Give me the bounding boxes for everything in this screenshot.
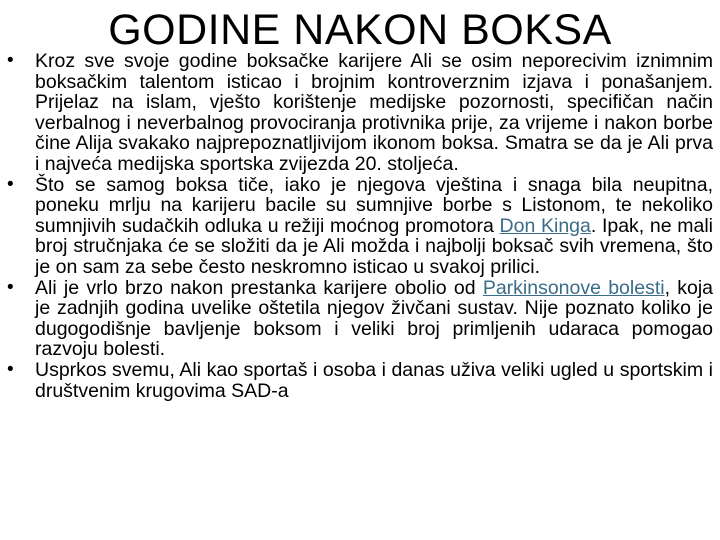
bullet-text: . Ipak, ne mali broj stručnjaka će se složiti da je Ali možda i najbolji boksač svih vremena, što je on sam za sebe često neskromno isticao u svakoj prilici. [35,214,713,278]
bullet-dot-icon: • [7,276,14,298]
bullet-item [0,278,720,360]
link-don-king[interactable]: Don Kinga [499,214,591,237]
link-parkinsonove-bolesti[interactable]: Parkinsonove bolesti [482,276,665,299]
slide-title: GODINE NAKON BOKSA [108,6,612,54]
bullet-text: , koja je zadnjih godina uvelike oštetila njegov živčani sustav. Nije poznato koliko je dugogodišnje bavljenje boksom i veliki broj primljenih udaraca pomogao razvoju bolesti. [35,276,714,361]
bullet-list [0,51,720,401]
bullet-text: Kroz sve svoje godine boksačke karijere Ali se osim neporecivim iznimnim boksačkim talentom isticao i brojnim kontroverznim izjava i ponašanjem. Prijelaz na islam, vješto korištenje medijske pozornosti, specifičan način verbalnog i neverbalnog provociranja protivnika prije, za vrijeme i nakon borbe čine Alija svakako najprepoznatljivijom ikonom boksa. Smatra se da je Ali prva i najveća medijska sportska zvijezda 20. stoljeća. [35,50,713,175]
bullet-item [0,51,720,175]
bullet-text: Usprkos svemu, Ali kao sportaš i osoba i danas uživa veliki ugled u sportskim i društvenim krugovima SAD-a [35,358,713,402]
bullet-dot-icon: • [7,358,14,380]
bullet-item [0,175,720,278]
bullet-text: Ali je vrlo brzo nakon prestanka karijere obolio od [35,276,483,299]
bullet-dot-icon: • [7,173,14,195]
bullet-item [0,360,720,401]
bullet-text: Što se samog boksa tiče, iako je njegova vještina i snaga bila neupitna, poneku mrlju na karijeru bacile su sumnjive borbe s Listonom, te nekoliko sumnjivih sudačkih odluka u režiji moćnog promotora [35,173,713,237]
bullet-dot-icon: • [7,50,14,71]
